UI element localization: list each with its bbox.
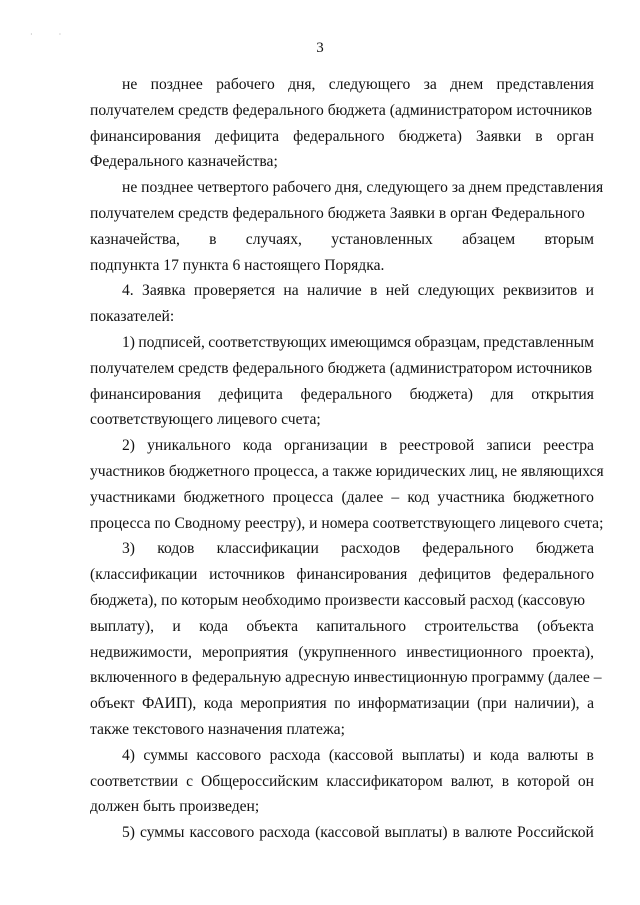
paragraph <box>90 72 594 175</box>
word: Заявка <box>142 282 186 300</box>
word: имеющимся <box>330 333 412 351</box>
text-line <box>90 536 594 562</box>
word: кода <box>242 437 272 455</box>
paragraph <box>90 433 604 536</box>
word: на <box>283 282 299 300</box>
word: организации <box>284 437 368 455</box>
word: реестра <box>543 437 594 455</box>
text-line <box>90 278 594 304</box>
text-line: должен быть произведен; <box>90 798 260 816</box>
word: (объекта <box>537 617 594 635</box>
word: соответствующих <box>208 333 327 351</box>
text-line: Федерального казначейства; <box>90 153 278 171</box>
word: суммы <box>139 824 185 842</box>
word: Общероссийским <box>201 772 319 790</box>
paragraph <box>90 536 602 742</box>
word: бюджетного <box>512 488 594 506</box>
word: мероприятия <box>240 695 327 713</box>
word: в <box>586 746 594 764</box>
word: установленных <box>331 230 433 248</box>
word: случаях, <box>245 230 302 248</box>
word: реестровой <box>399 437 475 455</box>
word: – <box>391 488 400 506</box>
text-line <box>90 72 594 98</box>
word: соответствии <box>90 772 179 790</box>
word: финансирования <box>90 127 201 145</box>
word: кассового <box>189 824 255 842</box>
word: рабочего <box>216 76 275 93</box>
word: финансирования <box>296 566 408 584</box>
word: Российской <box>517 824 594 842</box>
word: (при <box>477 695 507 713</box>
word: объекта <box>246 617 299 635</box>
word: открытия <box>531 385 594 403</box>
word: подписей, <box>138 333 205 351</box>
paragraph <box>90 820 594 846</box>
text-line <box>90 330 594 356</box>
word: кассового <box>196 746 262 764</box>
word: 3) <box>122 540 135 558</box>
text-line <box>90 743 594 769</box>
word: наличии), <box>514 695 580 713</box>
word: кодов <box>157 540 195 558</box>
text-line: получателем средств федерального бюджета (администратором источников <box>90 359 593 377</box>
word: (кассовой <box>328 746 394 764</box>
word: мероприятия <box>201 643 289 661</box>
text-line: получателем средств федерального бюджета (администратором источников <box>90 101 593 119</box>
word: бюджета) <box>409 385 473 403</box>
word: (классификации <box>90 566 198 584</box>
word: федерального <box>422 540 514 558</box>
word: и <box>473 746 482 764</box>
word: в <box>501 772 510 790</box>
word: 1) <box>122 333 135 351</box>
word: валют, <box>450 772 494 790</box>
word: (кассовой <box>315 824 380 842</box>
word: представления <box>496 76 594 93</box>
word: бюджетного <box>183 488 265 506</box>
word: проекта), <box>532 643 594 661</box>
word: 4) <box>122 746 135 764</box>
text-line: подпункта 17 пункта 6 настоящего Порядка. <box>90 256 385 274</box>
word: Заявки <box>475 127 522 145</box>
word: дефицита <box>218 385 283 403</box>
word: и <box>585 282 594 300</box>
word: в <box>209 230 217 248</box>
word: 5) <box>122 824 135 842</box>
word: процесса <box>272 488 334 506</box>
word: федерального <box>293 127 385 145</box>
page-number: 3 <box>316 40 324 56</box>
word: недвижимости, <box>90 643 192 661</box>
text-line <box>90 562 594 588</box>
text-line <box>90 433 594 459</box>
paragraph <box>90 175 604 278</box>
word: и <box>172 617 181 635</box>
word: которой <box>517 772 570 790</box>
word: источников <box>209 566 285 584</box>
text-line <box>90 614 594 640</box>
word: бюджета <box>535 540 594 558</box>
word: уникального <box>147 437 231 455</box>
word: кода <box>489 746 519 764</box>
text-line: бюджета), по которым необходимо произвести кассовый расход (кассовую <box>90 591 585 609</box>
word: в <box>379 437 388 455</box>
word: орган <box>556 127 594 145</box>
paragraph <box>90 743 594 820</box>
word: федерального <box>300 385 392 403</box>
word: валюты <box>527 746 579 764</box>
word: по <box>334 695 351 713</box>
text-line <box>90 485 594 511</box>
word: объект <box>90 695 135 713</box>
word: инвестиционного <box>406 643 523 661</box>
word: выплаты) <box>384 824 448 842</box>
text-line <box>90 640 594 666</box>
word: расхода <box>269 746 321 764</box>
text-line: соответствующего лицевого счета; <box>90 411 321 429</box>
word: проверяется <box>193 282 276 300</box>
word: финансирования <box>90 385 201 403</box>
word: казначейства, <box>90 230 180 248</box>
text-line <box>90 382 594 408</box>
scan-specks: · · <box>30 30 74 39</box>
word: строительства <box>424 617 519 635</box>
word: бюджета) <box>398 127 462 145</box>
word: код <box>407 488 430 506</box>
word: информатизации <box>357 695 470 713</box>
word: следующего <box>328 76 411 93</box>
paragraph <box>90 278 594 330</box>
text-line: также текстового назначения платежа; <box>90 720 345 738</box>
word: образцам, <box>414 333 481 351</box>
word: позднее <box>150 76 203 93</box>
word: вторым <box>544 230 594 248</box>
word: не <box>122 76 138 93</box>
text-line <box>90 227 594 253</box>
paragraph <box>90 330 594 433</box>
word: расхода <box>259 824 311 842</box>
word: абзацем <box>462 230 516 248</box>
text-line: не позднее четвертого рабочего дня, следующего за днем представления <box>122 179 604 197</box>
word: участниками <box>90 488 176 506</box>
word: наличие <box>307 282 362 300</box>
word: в <box>370 282 378 300</box>
word: (далее <box>341 488 384 506</box>
word: расходов <box>341 540 401 558</box>
word: классификации <box>216 540 319 558</box>
word: суммы <box>143 746 188 764</box>
word: валюте <box>464 824 513 842</box>
word: ФАИП), <box>142 695 197 713</box>
word: кода <box>199 617 229 635</box>
word: а <box>587 695 594 713</box>
word: представленным <box>483 333 594 351</box>
word: днем <box>450 76 484 93</box>
word: 4. <box>122 282 134 300</box>
document-body <box>90 72 604 846</box>
word: дня, <box>288 76 316 93</box>
text-line: участников бюджетного процесса, а также юридических лиц, не являющихся <box>90 462 604 480</box>
word: для <box>490 385 514 403</box>
text-line <box>90 691 594 717</box>
word: с <box>186 772 194 790</box>
word: дефицитов <box>419 566 491 584</box>
word: он <box>577 772 594 790</box>
text-line: получателем средств федерального бюджета Заявки в орган Федерального <box>90 204 585 222</box>
text-line: показателей: <box>90 308 175 326</box>
word: капитального <box>316 617 407 635</box>
word: в <box>452 824 460 842</box>
text-line <box>90 769 594 795</box>
word: (укрупненного <box>298 643 397 661</box>
word: выплаты) <box>401 746 465 764</box>
text-line <box>90 820 594 846</box>
word: кода <box>203 695 233 713</box>
word: за <box>423 76 437 93</box>
word: участника <box>437 488 505 506</box>
word: записи <box>486 437 532 455</box>
text-line <box>90 124 594 150</box>
word: в <box>535 127 543 145</box>
text-line: включенного в федеральную адресную инвестиционную программу (далее – <box>90 669 602 687</box>
word: федерального <box>502 566 594 584</box>
word: 2) <box>122 437 135 455</box>
word: дефицита <box>214 127 280 145</box>
word: реквизитов <box>502 282 578 300</box>
word: ней <box>385 282 410 300</box>
word: выплату), <box>90 617 154 635</box>
word: следующих <box>417 282 495 300</box>
text-line: процесса по Сводному реестру), и номера соответствующего лицевого счета; <box>90 514 604 532</box>
word: классификатором <box>326 772 443 790</box>
